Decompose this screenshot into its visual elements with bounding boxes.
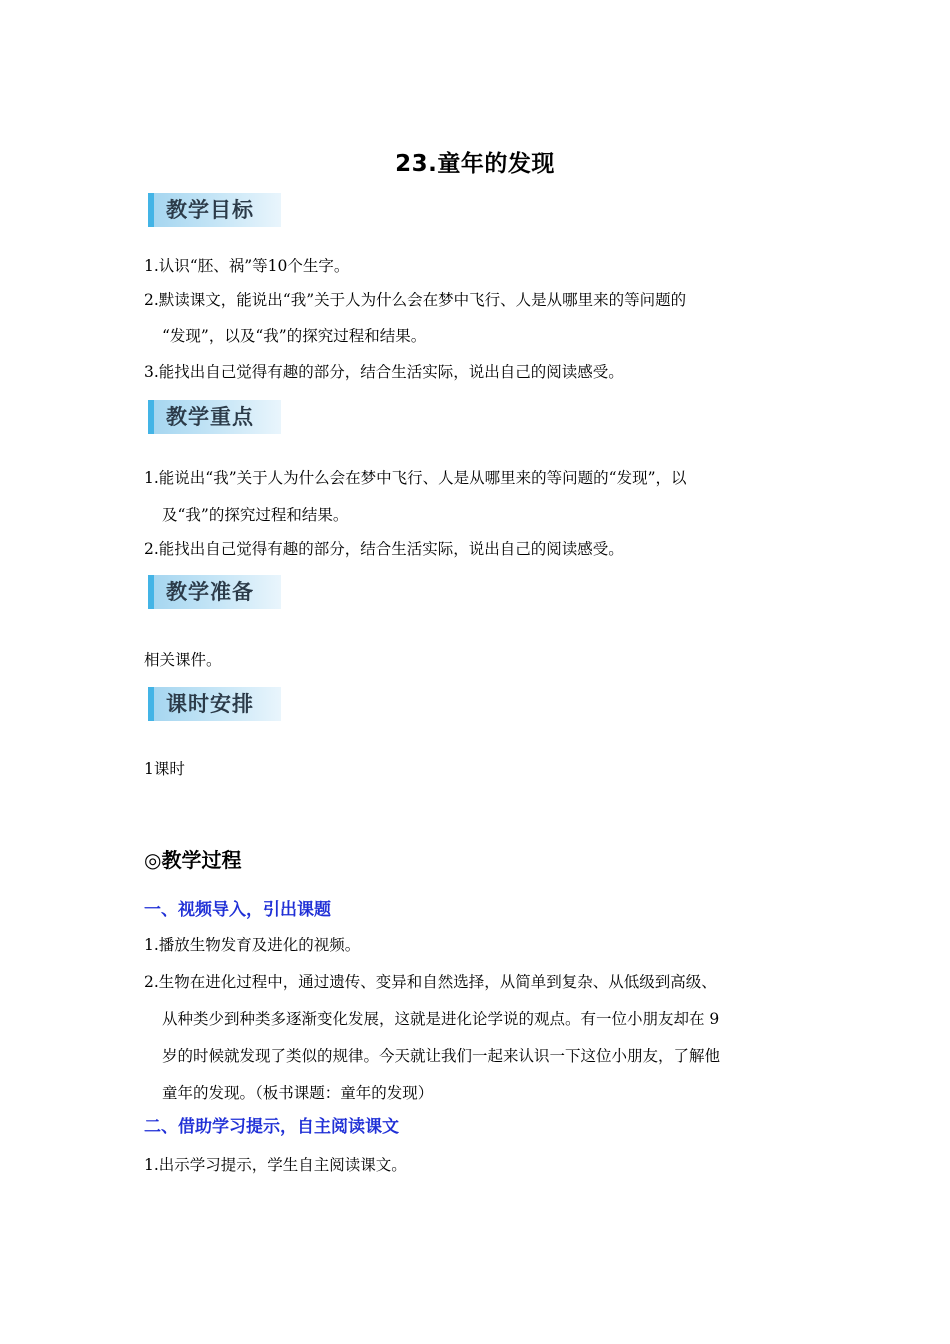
part1-line-1: 1.播放生物发育及进化的视频。 — [144, 936, 361, 954]
part1-line-2: 2.生物在进化过程中，通过遗传、变异和自然选择，从简单到复杂、从低级到高级、 — [144, 973, 717, 991]
page-title: 23.童年的发现 — [395, 151, 555, 177]
objective-item-2-cont: “发现”，以及“我”的探究过程和结果。 — [162, 327, 427, 345]
process-heading: ◎教学过程 — [144, 848, 242, 872]
part1-heading: 一、视频导入，引出课题 — [144, 900, 331, 920]
preparation-heading-badge: 教学准备 — [148, 575, 281, 609]
key-point-item-1-cont: 及“我”的探究过程和结果。 — [162, 506, 349, 524]
part2-heading: 二、借助学习提示，自主阅读课文 — [144, 1117, 399, 1137]
key-point-item-2: 2.能找出自己觉得有趣的部分，结合生活实际，说出自己的阅读感受。 — [144, 540, 624, 558]
preparation-text: 相关课件。 — [144, 651, 222, 669]
schedule-text: 1课时 — [144, 760, 185, 778]
key-points-heading-badge: 教学重点 — [148, 400, 281, 434]
objective-item-1: 1.认识“胚、祸”等10个生字。 — [144, 257, 350, 275]
part1-line-4: 岁的时候就发现了类似的规律。今天就让我们一起来认识一下这位小朋友，了解他 — [162, 1047, 721, 1065]
part2-line-1: 1.出示学习提示，学生自主阅读课文。 — [144, 1156, 407, 1174]
objective-item-2: 2.默读课文，能说出“我”关于人为什么会在梦中飞行、人是从哪里来的等问题的 — [144, 291, 687, 309]
schedule-heading-badge: 课时安排 — [148, 687, 281, 721]
objective-item-3: 3.能找出自己觉得有趣的部分，结合生活实际，说出自己的阅读感受。 — [144, 363, 624, 381]
objectives-heading-badge: 教学目标 — [148, 193, 281, 227]
part1-line-5: 童年的发现。（板书课题：童年的发现） — [162, 1084, 434, 1102]
part1-line-3: 从种类少到种类多逐渐变化发展，这就是进化论学说的观点。有一位小朋友却在 9 — [162, 1010, 720, 1028]
key-point-item-1: 1.能说出“我”关于人为什么会在梦中飞行、人是从哪里来的等问题的“发现”，以 — [144, 469, 687, 487]
